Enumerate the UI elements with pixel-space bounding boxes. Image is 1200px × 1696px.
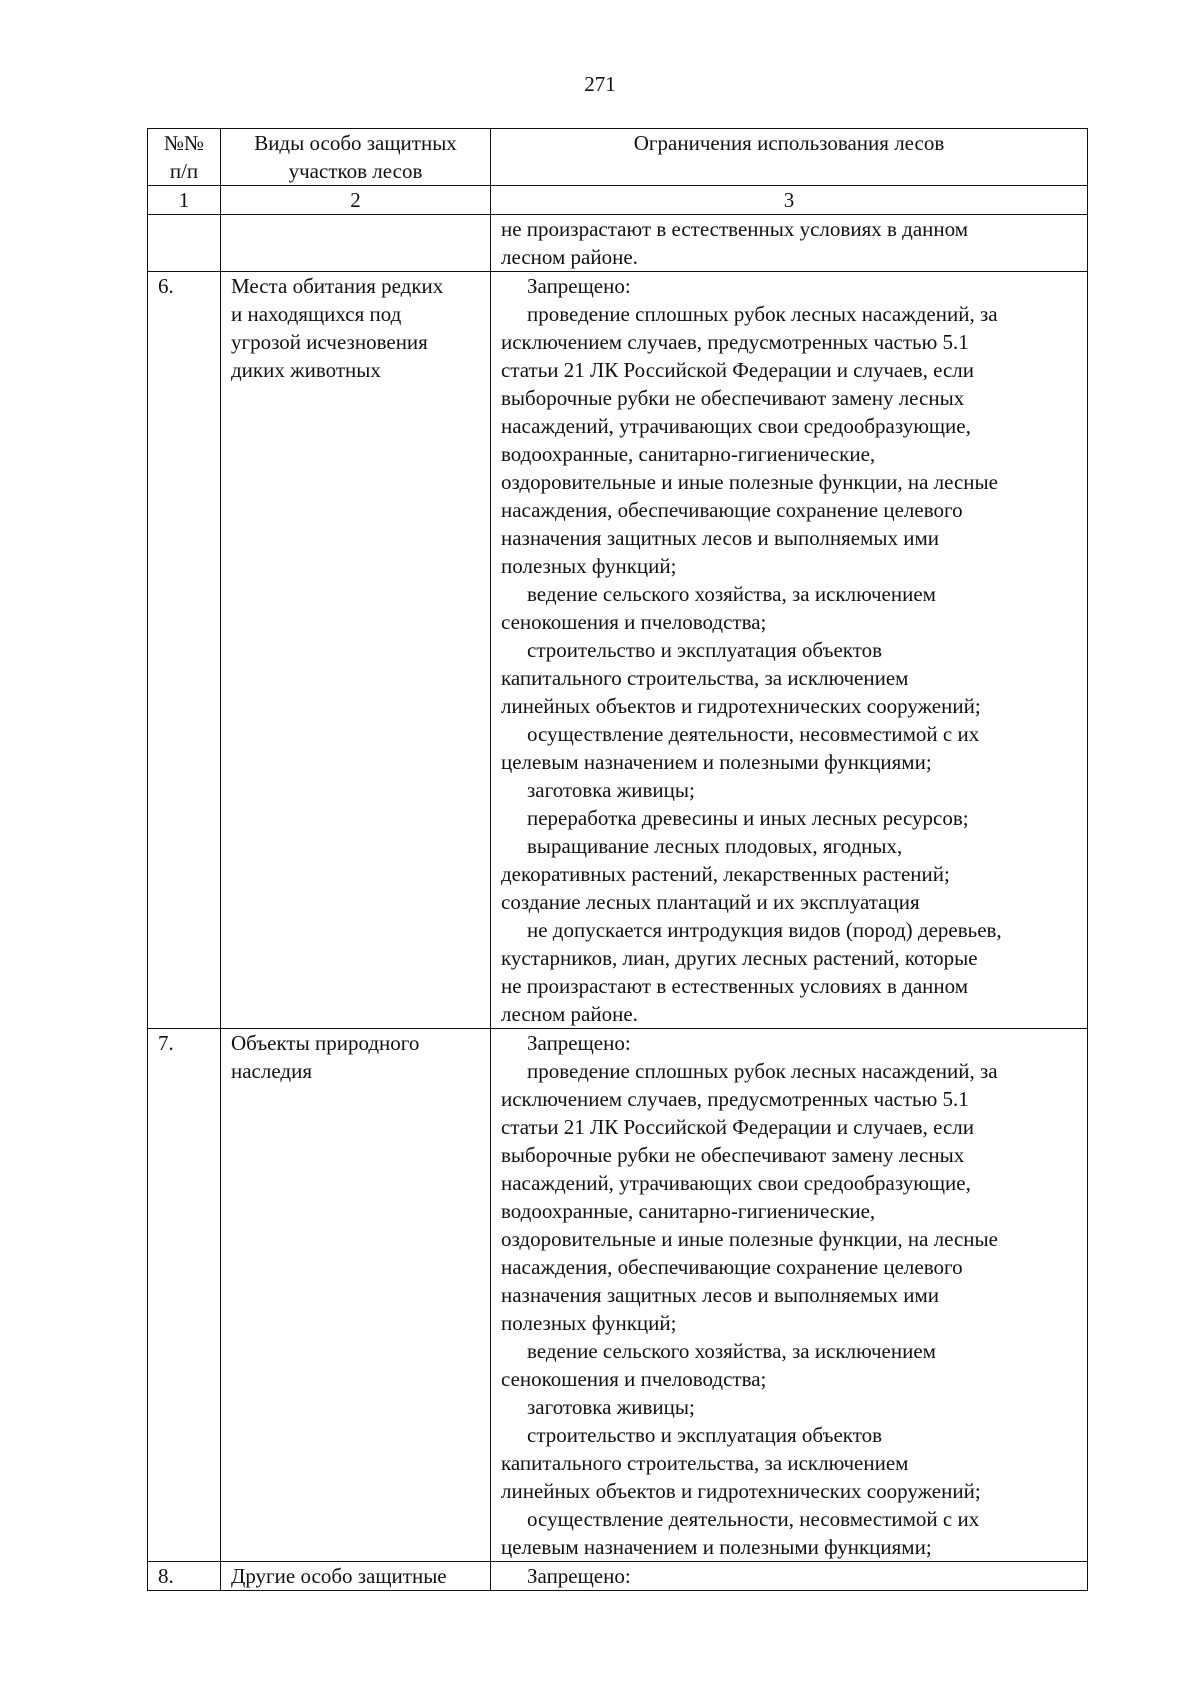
restriction-line: оздоровительные и иные полезные функции, на лесные [501,1227,998,1251]
table-row [148,215,1088,272]
column-numbers-row [148,186,1088,215]
restriction-line: заготовка живицы; [527,1395,695,1419]
restriction-line: проведение сплошных рубок лесных насаждений, за [527,302,998,326]
restriction-line: полезных функций; [501,1311,677,1335]
row-number: 8. [148,1562,221,1591]
restriction-line: декоративных растений, лекарственных растений; [501,862,950,886]
restriction-line: заготовка живицы; [527,778,695,802]
forest-restrictions-table [147,128,1088,1591]
restriction-line: исключением случаев, предусмотренных частью 5.1 [501,330,969,354]
restriction-line: ведение сельского хозяйства, за исключением [527,582,936,606]
restriction-line: исключением случаев, предусмотренных частью 5.1 [501,1087,969,1111]
restriction-line: целевым назначением и полезными функциями; [501,1535,932,1559]
restriction-line: строительство и эксплуатация объектов [527,638,883,662]
table-row [148,272,1088,1029]
restriction-line: строительство и эксплуатация объектов [527,1423,883,1447]
row-number: 6. [148,272,221,1029]
restriction-line: кустарников, лиан, других лесных растений, которые [501,946,978,970]
restriction-line: назначения защитных лесов и выполняемых ими [501,1283,940,1307]
restriction-line: насаждений, утрачивающих свои средообразующие, [501,414,971,438]
restriction-line: переработка древесины и иных лесных ресурсов; [527,806,969,830]
restriction-line: сенокошения и пчеловодства; [501,1367,767,1391]
area-type-line: угрозой исчезновения [231,330,428,354]
table-row [148,1029,1088,1562]
restriction-line: насаждения, обеспечивающие сохранение целевого [501,498,963,522]
restriction-line: Запрещено: [527,1031,631,1055]
restriction-line: ведение сельского хозяйства, за исключением [527,1339,936,1363]
table-header-row [148,129,1088,186]
header-type [221,129,491,186]
header-restrictions: Ограничения использования лесов [491,129,1088,186]
restriction-line: выращивание лесных плодовых, ягодных, [527,834,903,858]
restriction-line: полезных функций; [501,554,677,578]
restriction-line: линейных объектов и гидротехнических сооружений; [501,694,981,718]
restriction-line: лесном районе. [501,1002,638,1026]
column-number: 3 [491,186,1088,215]
restriction-line: не допускается интродукция видов (пород) деревьев, [527,918,1002,942]
header-number-line: №№ [163,131,205,155]
restriction-line: линейных объектов и гидротехнических сооружений; [501,1479,981,1503]
restriction-line: назначения защитных лесов и выполняемых ими [501,526,940,550]
row-number: 7. [148,1029,221,1562]
header-type-line: Виды особо защитных [254,131,457,155]
header-number-line: п/п [169,159,199,183]
area-type-line: Места обитания редких [231,274,444,298]
protected-area-type [221,1562,491,1591]
area-type-line: диких животных [231,358,381,382]
area-type-line: Объекты природного [231,1031,420,1055]
column-number: 1 [148,186,221,215]
restriction-line: осуществление деятельности, несовместимой с их [527,1507,980,1531]
restrictions-text [491,1029,1088,1562]
restriction-line: капитального строительства, за исключением [501,1451,909,1475]
row-number [148,215,221,272]
column-number: 2 [221,186,491,215]
restriction-line: выборочные рубки не обеспечивают замену лесных [501,386,965,410]
restriction-line: Запрещено: [527,274,631,298]
protected-area-type [221,272,491,1029]
restriction-line: не произрастают в естественных условиях в данном [501,217,969,241]
restrictions-text [491,1562,1088,1591]
restriction-line: не произрастают в естественных условиях в данном [501,974,969,998]
restriction-line: капитального строительства, за исключением [501,666,909,690]
restriction-line: статьи 21 ЛК Российской Федерации и случаев, если [501,1115,974,1139]
protected-area-type [221,1029,491,1562]
restrictions-text [491,272,1088,1029]
area-type-line: Другие особо защитные [231,1564,447,1588]
restriction-line: насаждения, обеспечивающие сохранение целевого [501,1255,963,1279]
restriction-line: лесном районе. [501,245,638,269]
restriction-line: целевым назначением и полезными функциями; [501,750,932,774]
restriction-line: сенокошения и пчеловодства; [501,610,767,634]
page-number: 271 [584,72,616,96]
restriction-line: выборочные рубки не обеспечивают замену лесных [501,1143,965,1167]
area-type-line: и находящихся под [231,302,402,326]
protected-area-type [221,215,491,272]
restriction-line: оздоровительные и иные полезные функции, на лесные [501,470,998,494]
header-type-line: участков лесов [288,159,423,183]
restriction-line: водоохранные, санитарно-гигиенические, [501,1199,876,1223]
area-type-line: наследия [231,1059,312,1083]
restrictions-text [491,215,1088,272]
restriction-line: осуществление деятельности, несовместимой с их [527,722,980,746]
restriction-line: статьи 21 ЛК Российской Федерации и случаев, если [501,358,974,382]
header-number [148,129,221,186]
restriction-line: создание лесных плантаций и их эксплуатация [501,890,920,914]
restriction-line: насаждений, утрачивающих свои средообразующие, [501,1171,971,1195]
table-row [148,1562,1088,1591]
restriction-line: Запрещено: [527,1564,631,1588]
restriction-line: водоохранные, санитарно-гигиенические, [501,442,876,466]
restriction-line: проведение сплошных рубок лесных насаждений, за [527,1059,998,1083]
